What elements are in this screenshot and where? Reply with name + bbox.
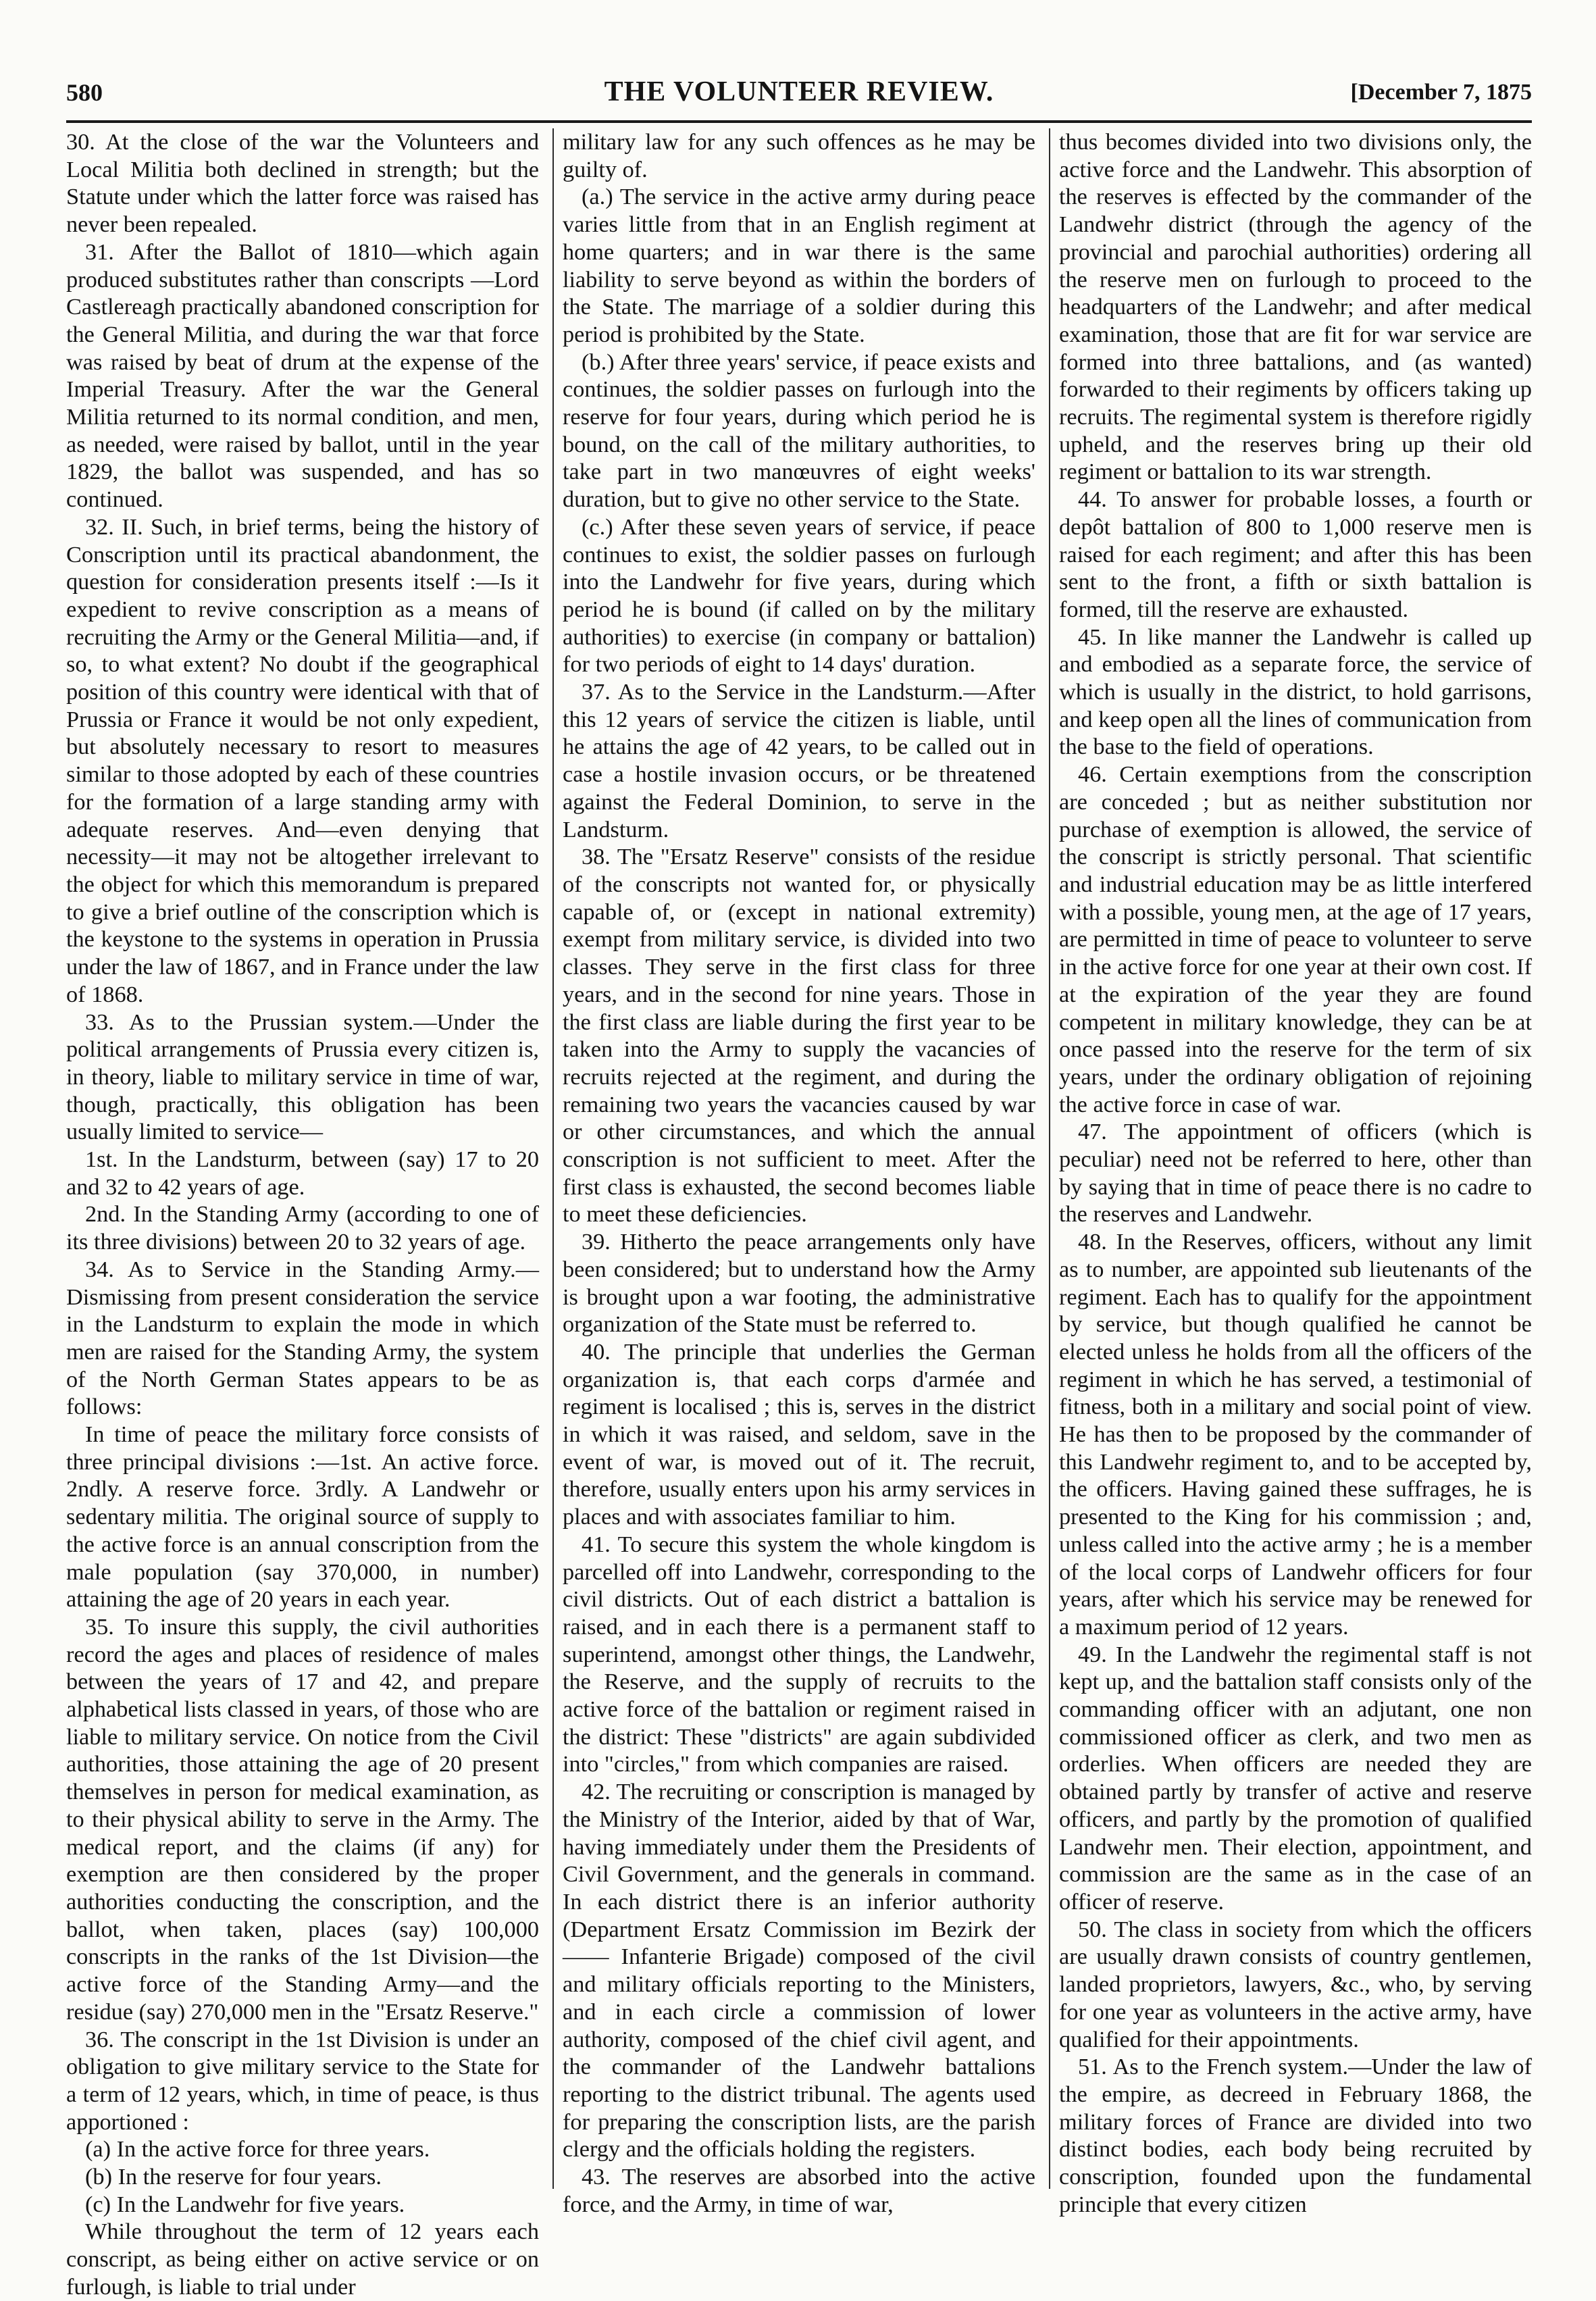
header-rule: [66, 120, 1532, 123]
paragraph: (c) In the Landwehr for five years.: [85, 2191, 405, 2217]
paragraph: 51. As to the French system.—Under the law of the empire, as decreed in February 1868, the military forces of France are divided into two distinct bodies, each body being recruited by conscription, founded upon the fundamental principle that every citizen: [1059, 2054, 1532, 2217]
column-3: [1059, 128, 1532, 2217]
column-1: [66, 128, 540, 2300]
paragraph: 47. The appointment of officers (which is peculiar) need not be referred to here, other than by saying that in time of peace there is no cadre to the reserves and Landwehr.: [1059, 1119, 1532, 1228]
paragraph: 30. At the close of the war the Volunteers and Local Militia both declined in strength; but the Statute under which the latter force was raised has never been repealed.: [66, 129, 539, 238]
paragraph: 38. The "Ersatz Reserve" consists of the residue of the conscripts not wanted for, or physically capable of, or (except in national extremity) exempt from military service, is divided into two classes. They serve in the first class for three years, and in the second for nine years. Those in the first class are liable during the first year to be taken into the Army to supply the vacancies of recruits rejected at the regiment, and during the remaining two years the vacancies caused by war or other circumstances, and which the annual conscription is not sufficient to meet. After the first class is exhausted, the second becomes liable to meet these deficiencies.: [563, 844, 1035, 1228]
paragraph: 43. The reserves are absorbed into the active force, and the Army, in time of war,: [563, 2164, 1035, 2217]
paragraph: 44. To answer for probable losses, a fourth or depôt battalion of 800 to 1,000 reserve men is raised for each regiment; and after this has been sent to the front, a fifth or sixth battalion is formed, till the reserve are exhausted.: [1059, 486, 1532, 622]
paragraph: (c.) After these seven years of service, if peace continues to exist, the soldier passes on furlough into the Landwehr for five years, during which period he is bound (if called on by the military authorities) to exercise (in company or battalion) for two periods of eight to 14 days' duration.: [563, 513, 1035, 678]
paragraph: 2nd. In the Standing Army (according to one of its three divisions) between 20 to 32 years of age.: [66, 1201, 539, 1255]
paragraph: military law for any such offences as he may be guilty of.: [563, 129, 1035, 182]
paragraph: In time of peace the military force consists of three principal divisions :—1st. An active force. 2ndly. A reserve force. 3rdly. A Landwehr or sedentary militia. The original source of supply to the active force is an annual conscription from the male population (say 370,000, in number) attaining the age of 20 years in each year.: [66, 1421, 539, 1613]
paragraph: 32. II. Such, in brief terms, being the history of Conscription until its practical abandonment, the question for consideration presents itself :—Is it expedient to revive conscription as a means of recruiting the Army or the General Militia—and, if so, to what extent? No doubt if the geographical position of this country were identical with that of Prussia or France it would be not only expedient, but absolutely necessary to resort to measures similar to those adopted by each of these countries for the formation of a large standing army with adequate reserves. And—even denying that necessity—it may not be altogether irrelevant to the object for which this memorandum is prepared to give a brief outline of the conscription which is the keystone to the systems in operation in Prussia under the law of 1867, and in France under the law of 1868.: [66, 513, 540, 1007]
paragraph: (a) In the active force for three years.: [85, 2136, 430, 2163]
paragraph: 49. In the Landwehr the regimental staff is not kept up, and the battalion staff consists only of the commanding officer with an adjutant, one non commissioned officer as clerk, and two men as orderlies. When officers are needed they are obtained partly by transfer of active and reserve officers, and partly by the promotion of qualified Landwehr men. Their election, appointment, and commission are the same as in the case of an officer of reserve.: [1059, 1641, 1532, 1915]
paragraph: 31. After the Ballot of 1810—which again produced substitutes rather than conscripts —Lord Castlereagh practically abandoned conscription for the General Militia, and during the war that force was raised by beat of drum at the expense of the Imperial Treasury. After the war the General Militia returned to its normal condition, and men, as needed, were raised by ballot, until in the year 1829, the ballot was suspended, and has so continued.: [66, 238, 539, 513]
paragraph: 41. To secure this system the whole kingdom is parcelled off into Landwehr, corresponding to the civil districts. Out of each district a battalion is raised, and in each there is a permanent staff to superintend, amongst other things, the Landwehr, the Reserve, and the supply of recruits to the active force of the battalion or regiment raised in the district: These "districts" are again subdivided into "circles," from which companies are raised.: [563, 1531, 1035, 1777]
paragraph: 36. The conscript in the 1st Division is under an obligation to give military service to the State for a term of 12 years, which, in time of peace, is thus apportioned :: [66, 2026, 539, 2135]
masthead-title: THE VOLUNTEER REVIEW.: [604, 76, 994, 107]
column-2: [563, 128, 1035, 2217]
page-header: [66, 76, 1532, 116]
paragraph: 46. Certain exemptions from the conscription are conceded ; but as neither substitution nor purchase of exemption is allowed, the service of the conscript is strictly personal. That scientific and industrial education may be as little interfered with a possible, young men, at the age of 17 years, are permitted in time of peace to volunteer to serve in the active force for one year at their own cost. If at the expiration of the year they are found competent in military knowledge, they can be at once passed into the reserve for the term of six years, under the ordinary obligation of rejoining the active force in case of war.: [1059, 761, 1532, 1117]
paragraph: 39. Hitherto the peace arrangements only have been considered; but to understand how the Army is brought upon a war footing, the administrative organization of the State must be referred to.: [563, 1229, 1035, 1338]
paragraph: 45. In like manner the Landwehr is called up and embodied as a separate force, the service of which is usually in the district, to hold garrisons, and keep open all the lines of communication from the base to the field of operations.: [1059, 624, 1532, 760]
paragraph: 40. The principle that underlies the German organization is, that each corps d'armée and regiment is localised ; this is, serves in the district in which it was raised, and seldom, save in the event of war, is moved out of it. The recruit, therefore, usually enters upon his army services in places and with associates familiar to him.: [563, 1338, 1035, 1530]
article-body: [66, 128, 1532, 2300]
paragraph: (a.) The service in the active army during peace varies little from that in an English regiment at home quarters; and in war there is the same liability to serve beyond as within the borders of the State. The marriage of a soldier during this period is prohibited by the State.: [563, 184, 1035, 347]
page-number: 580: [66, 79, 103, 106]
paragraph: 48. In the Reserves, officers, without any limit as to number, are appointed sub lieutenants of the regiment. Each has to qualify for the appointment by service, but though qualified he cannot be elected unless he holds from all the officers of the regiment in which he has served, a testimonial of fitness, both in a military and social point of view. He has then to be proposed by the commander of this Landwehr regiment to, and to be accepted by, the officers. Having gained these suffrages, he is presented to the King for his commission ; and, unless called into the active army ; he is a member of the local corps of Landwehr officers for four years, after which his service may be renewed for a maximum period of 12 years.: [1059, 1229, 1532, 1640]
paragraph: 1st. In the Landsturm, between (say) 17 to 20 and 32 to 42 years of age.: [66, 1146, 539, 1200]
paragraph: 50. The class in society from which the officers are usually drawn consists of country gentlemen, landed proprietors, lawyers, &c., who, by serving for one year as volunteers in the active army, have qualified for their appointments.: [1059, 1916, 1532, 2052]
paragraph: 35. To insure this supply, the civil authorities record the ages and places of residence of males between the years of 17 and 42, and prepare alphabetical lists classed in years, of those who are liable to military service. On notice from the Civil authorities, those attaining the age of 20 present themselves in person for medical examination, as to their physical ability to serve in the Army. The medical report, and the claims (if any) for exemption are then considered by the proper authorities conducting the conscription, and the ballot, when taken, places (say) 100,000 conscripts in the ranks of the 1st Division—the active force of the Standing Army—and the residue (say) 270,000 men in the "Ersatz Reserve.": [66, 1613, 539, 2025]
paragraph: 37. As to the Service in the Landsturm.—After this 12 years of service the citizen is liable, until he attains the age of 42 years, to be called out in case a hostile invasion occurs, or be threatened against the Federal Dominion, to serve in the Landsturm.: [563, 679, 1035, 842]
paragraph: 33. As to the Prussian system.—Under the political arrangements of Prussia every citizen is, in theory, liable to military service in time of war, though, practically, this obligation has been usually limited to service—: [66, 1009, 539, 1145]
paragraph: While throughout the term of 12 years each conscript, as being either on active service or on furlough, is liable to trial under: [66, 2219, 539, 2300]
paragraph: 34. As to Service in the Standing Army.—Dismissing from present consideration the service in the Landsturm to explain the mode in which men are raised for the Standing Army, the system of the North German States appears to be as follows:: [66, 1256, 539, 1420]
paragraph: (b) In the reserve for four years.: [85, 2164, 382, 2190]
issue-date: [December 7, 1875: [1350, 80, 1532, 105]
paragraph: 42. The recruiting or conscription is managed by the Ministry of the Interior, aided by that of War, having immediately under them the Presidents of Civil Government, and the generals in command. In each district there is an inferior authority (Department Ersatz Commission im Bezirk der—— Infanterie Brigade) composed of the civil and military officials reporting to the Ministers, and in each circle a commission of lower authority, composed of the chief civil agent, and the commander of the Landwehr battalions reporting to the district tribunal. The agents used for preparing the conscription lists, are the parish clergy and the officials holding the registers.: [563, 1779, 1035, 2163]
paragraph: thus becomes divided into two divisions only, the active force and the Landwehr. This absorption of the reserves is effected by the commander of the Landwehr district (through the agency of the provincial and parochial authorities) ordering all the reserve men on furlough to proceed to the headquarters of the Landwehr; and after medical examination, those that are fit for war service are formed into three battalions, and (as wanted) forwarded to their regiments by officers taking up recruits. The regimental system is therefore rigidly upheld, and the reserves bring up their old regiment or battalion to its war strength.: [1059, 129, 1532, 485]
paragraph: (b.) After three years' service, if peace exists and continues, the soldier passes on furlough into the reserve for four years, during which period he is bound, on the call of the military authorities, to take part in two manœuvres of eight weeks' duration, but to give no other service to the State.: [563, 349, 1035, 513]
